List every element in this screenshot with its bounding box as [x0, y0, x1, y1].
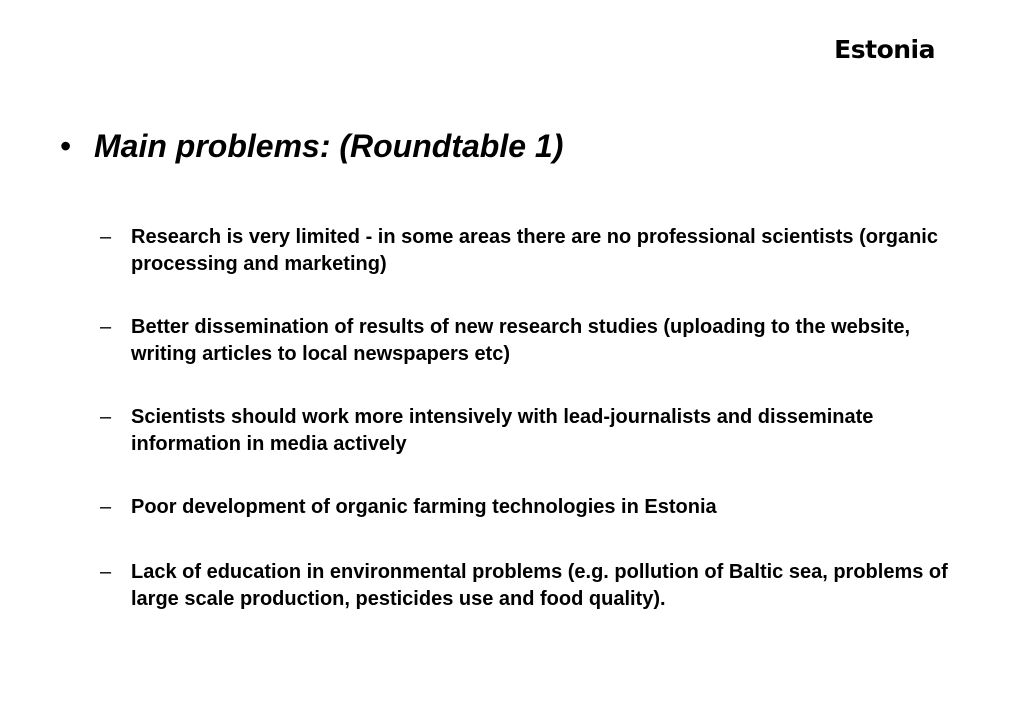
list-item-text: Research is very limited - in some areas there are no professional scientists (organic processing and marketing)	[131, 226, 938, 275]
dash-marker: –	[100, 316, 112, 338]
slide-title: Estonia	[834, 35, 935, 64]
dash-marker: –	[100, 406, 112, 428]
main-heading: Main problems: (Roundtable 1)	[94, 128, 564, 164]
dash-marker: –	[100, 496, 112, 518]
list-item	[100, 314, 960, 368]
dash-marker: –	[100, 226, 112, 248]
list-item	[100, 404, 960, 458]
list-item-text: Scientists should work more intensively with lead-journalists and disseminate information in media actively	[131, 406, 874, 455]
bullet-marker: •	[60, 128, 72, 164]
list-item-text: Poor development of organic farming technologies in Estonia	[131, 496, 717, 518]
list-item	[100, 559, 960, 613]
dash-marker: –	[100, 561, 112, 583]
list-item-text: Lack of education in environmental problems (e.g. pollution of Baltic sea, problems of large scale production, pesticides use and food quality).	[131, 561, 948, 610]
list-item-text: Better dissemination of results of new research studies (uploading to the website, writing articles to local newspapers etc)	[131, 316, 911, 365]
list-item	[100, 494, 960, 521]
list-item	[100, 224, 960, 278]
